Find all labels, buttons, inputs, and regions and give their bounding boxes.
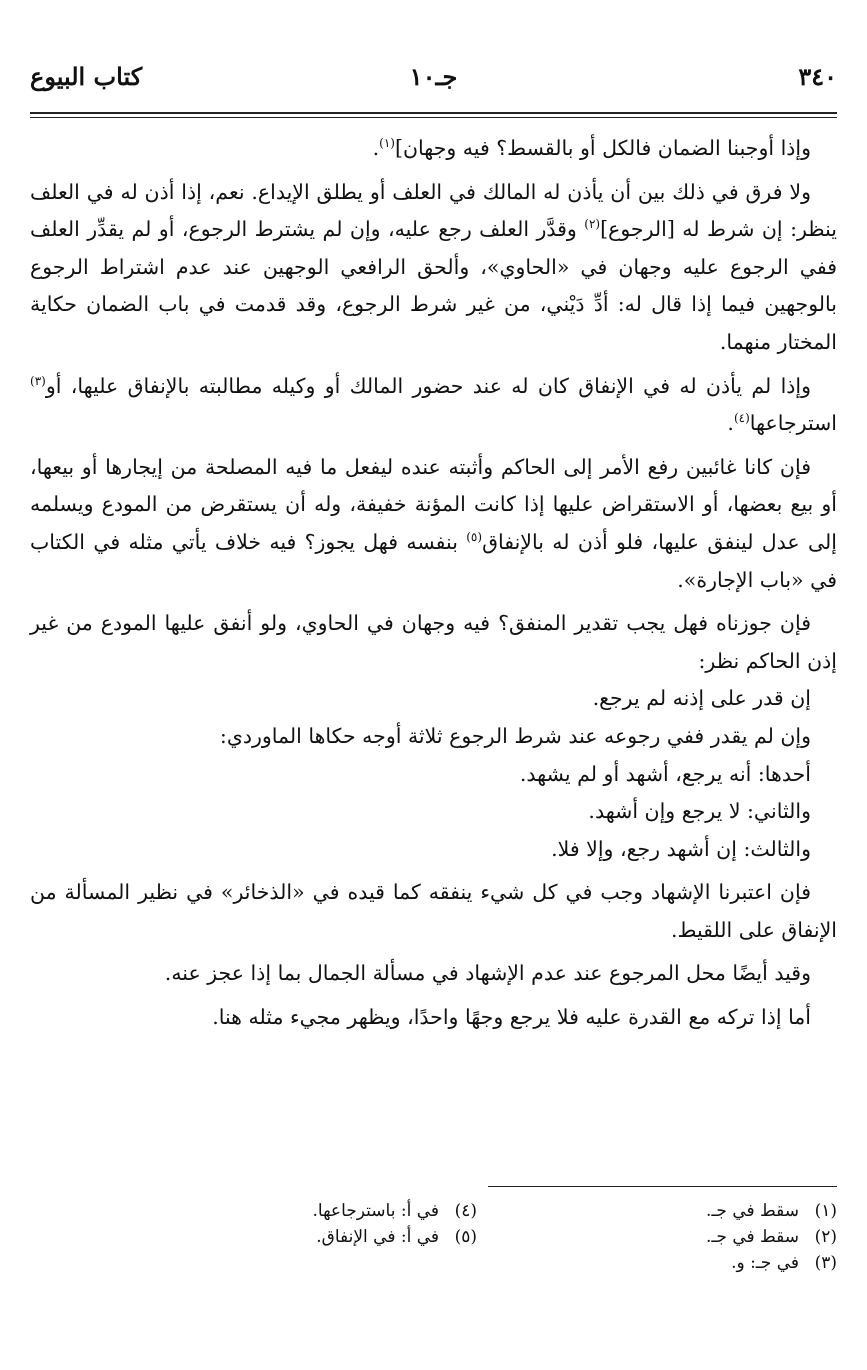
book-title: كتاب البيوع <box>30 62 143 91</box>
footnote-ref: (١) <box>379 136 395 151</box>
footnote-text: سقط في جـ. <box>706 1201 799 1221</box>
footnote-number: (٢) <box>814 1227 837 1247</box>
footnote-ref: (٢) <box>584 217 601 232</box>
header-rule-thin <box>30 117 837 118</box>
paragraph <box>30 174 837 362</box>
paragraph: وإن لم يقدر ففي رجوعه عند شرط الرجوع ثلاثة أوجه حكاها الماوردي: <box>219 723 811 748</box>
paragraph-text: ولا فرق في ذلك بين أن يأذن له المالك في العلف أو يطلق الإيداع. نعم، إذا أذن له في العلف ينظر: إن شرط له [الرجوع] <box>30 179 837 242</box>
footnotes <box>30 1198 837 1308</box>
footnote <box>537 1224 837 1250</box>
footnote-number: (٤) <box>454 1201 477 1221</box>
footnote <box>177 1224 477 1250</box>
footnote-divider <box>488 1186 837 1187</box>
paragraph: والثالث: إن أشهد رجع، وإلا فلا. <box>551 836 811 861</box>
paragraph: أحدها: أنه يرجع، أشهد أو لم يشهد. <box>519 761 811 786</box>
paragraph: وقيد أيضًا محل المرجوع عند عدم الإشهاد في مسألة الجمال بما إذا عجز عنه. <box>164 961 811 986</box>
page-header <box>30 62 837 102</box>
paragraph: إن قدر على إذنه لم يرجع. <box>592 686 811 711</box>
footnote-ref: (٣) <box>30 373 46 388</box>
main-text <box>30 130 837 1037</box>
paragraph: أما إذا تركه مع القدرة عليه فلا يرجع وجهًا واحدًا، ويظهر مجيء مثله هنا. <box>212 1005 811 1030</box>
footnote-text: في أ: في الإنفاق. <box>316 1227 439 1247</box>
paragraph-text: وقدَّر العلف رجع عليه، وإن لم يشترط الرجوع، أو لم يقدِّر العلف ففي الرجوع عليه وجهان في «الحاوي»، وألحق الرافعي الوجهين عند عدم اشتراط الرجوع بالوجهين فيما إذا قال له: أدِّ دَيْني، من غير شرط الرجوع، وقد قدمت في باب الضمان حكاية المختار منهما. <box>30 217 837 354</box>
paragraph: والثاني: لا يرجع وإن أشهد. <box>588 799 811 824</box>
volume-label: جـ١٠ <box>409 62 458 91</box>
footnote-text: سقط في جـ. <box>706 1227 799 1247</box>
footnote-column-left <box>177 1198 477 1250</box>
paragraph-text: وإذا أوجبنا الضمان فالكل أو بالقسط؟ فيه وجهان] <box>394 136 811 160</box>
footnote <box>537 1250 837 1276</box>
footnote-ref: (٥) <box>466 530 483 545</box>
paragraph <box>30 130 837 168</box>
paragraph: فإن اعتبرنا الإشهاد وجب في كل شيء ينفقه كما قيده في «الذخائر» في نظير المسألة من الإنفاق على اللقيط. <box>30 880 837 942</box>
footnote-text: في أ: باسترجاعها. <box>312 1201 439 1221</box>
paragraph-text: استرجاعها <box>749 411 837 436</box>
paragraph <box>30 449 837 599</box>
period: . <box>727 411 734 436</box>
footnote-column-right <box>537 1198 837 1276</box>
footnote <box>177 1198 477 1224</box>
footnote-number: (١) <box>814 1201 837 1221</box>
paragraph-text: بنفسه فهل يجوز؟ فيه خلاف يأتي مثله في الكتاب في «باب الإجارة». <box>30 529 837 592</box>
period: . <box>372 136 380 160</box>
paragraph <box>30 368 837 443</box>
paragraph-text: وإذا لم يأذن له في الإنفاق كان له عند حضور المالك أو وكيله مطالبته بالإنفاق عليها، أو <box>45 373 811 398</box>
footnote-number: (٥) <box>454 1227 477 1247</box>
footnote-ref: (٤) <box>733 411 750 426</box>
paragraph: فإن جوزناه فهل يجب تقدير المنفق؟ فيه وجهان في الحاوي، ولو أنفق عليها المودع من غير إذن الحاكم نظر: <box>30 611 837 673</box>
page-number: ٣٤٠ <box>798 62 837 91</box>
footnote <box>537 1198 837 1224</box>
footnote-number: (٣) <box>814 1253 837 1273</box>
footnote-text: في جـ: و. <box>731 1253 799 1273</box>
header-rule <box>30 112 837 114</box>
paragraph-text: فإن كانا غائبين رفع الأمر إلى الحاكم وأثبته عنده ليفعل ما فيه المصلحة من إيجارها أو بيعها، أو بيع بعضها، أو الاستقراض عليها إذا كانت المؤنة خفيفة، وله أن يستقرض من المودع ويسلمه إلى عدل لينفق عليها، فلو أذن له بالإنفاق <box>30 454 837 554</box>
